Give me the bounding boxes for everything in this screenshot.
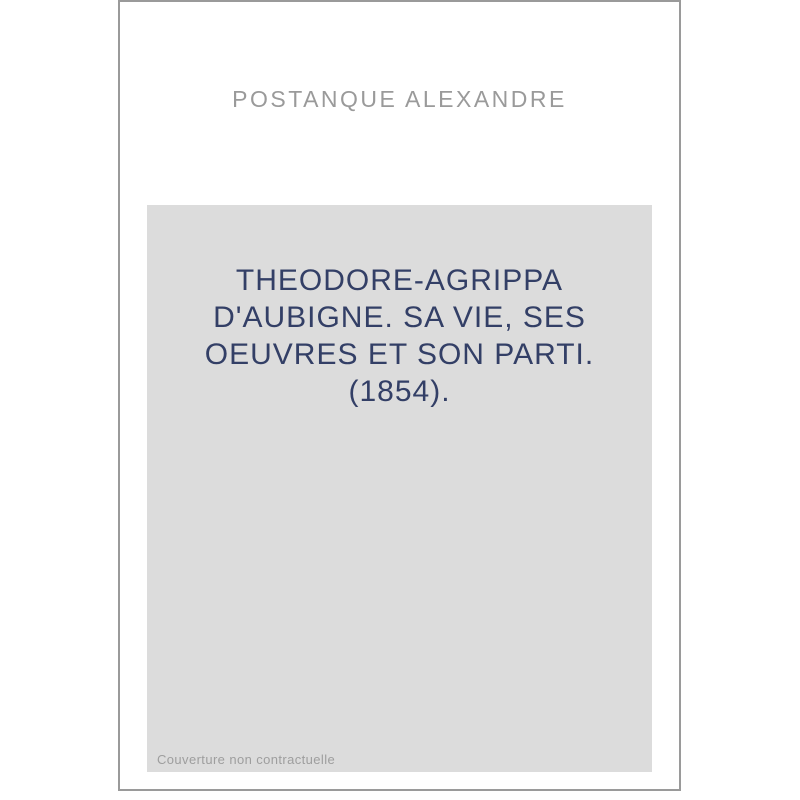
cover-placeholder-area [147,205,652,772]
book-title-line-1: THEODORE-AGRIPPA [235,264,564,297]
book-title-line-4: (1854). [348,375,451,408]
book-title-line-3: OEUVRES ET SON PARTI. [204,338,595,371]
author-name: POSTANQUE ALEXANDRE [232,86,567,112]
book-cover-page [118,0,681,791]
book-title-line-2: D'AUBIGNE. SA VIE, SES [213,301,586,334]
book-title [147,262,652,410]
cover-disclaimer-caption: Couverture non contractuelle [157,752,336,767]
